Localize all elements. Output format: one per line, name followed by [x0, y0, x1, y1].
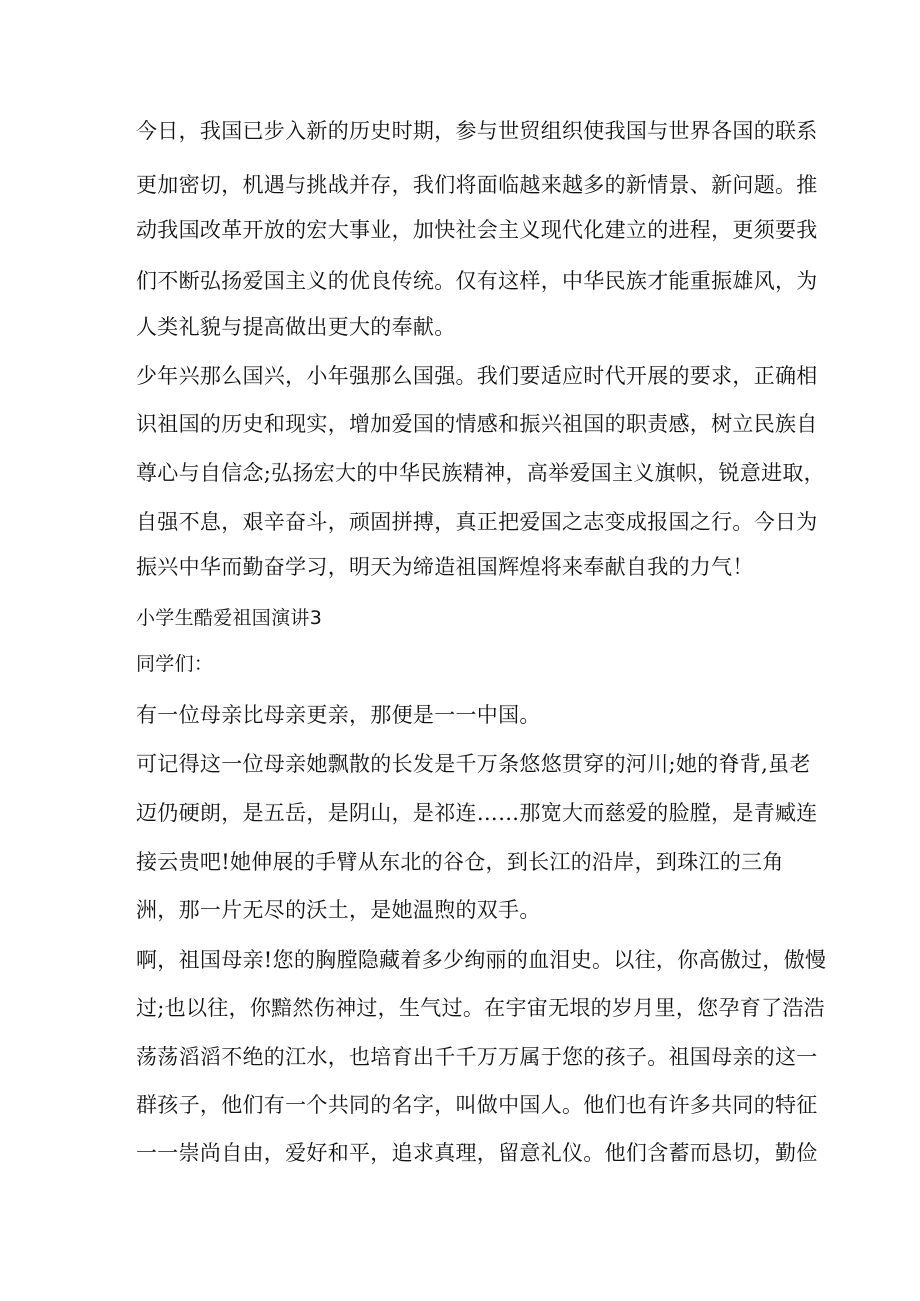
paragraph-line: 迈仍硬朗，是五岳，是阴山，是祁连……那宽大而慈爱的脸膛，是青臧连 — [136, 801, 818, 825]
paragraph-line: 人类礼貌与提高做出更大的奉献。 — [136, 315, 456, 339]
salutation: 同学们： — [136, 653, 214, 675]
paragraph-line: 少年兴那么国兴，小年强那么国强。我们要适应时代开展的要求，正确相 — [136, 364, 818, 388]
paragraph-line: 尊心与自信念;弘扬宏大的中华民族精神，高举爱国主义旗帜，锐意进取， — [136, 461, 825, 485]
paragraph-line: 振兴中华而勤奋学习，明天为缔造祖国辉煌将来奉献自我的力气！ — [136, 555, 754, 579]
paragraph-line: 有一位母亲比母亲更亲，那便是一一中国。 — [136, 703, 541, 727]
paragraph-line: 过;也以往，你黯然伤神过，生气过。在宇宙无垠的岁月里，您孕育了浩浩 — [136, 996, 825, 1020]
paragraph-line: 群孩子，他们有一个共同的名字，叫做中国人。他们也有许多共同的特征 — [136, 1093, 818, 1117]
paragraph-line: 接云贵吧!她伸展的手臂从东北的谷仓，到长江的沿岸，到珠江的三角 — [136, 850, 784, 874]
paragraph-line: 们不断弘扬爱国主义的优良传统。仅有这样，中华民族才能重振雄风，为 — [136, 269, 818, 293]
paragraph-line: 一一崇尚自由，爱好和平，追求真理，留意礼仪。他们含蓄而恳切，勤俭 — [136, 1141, 818, 1165]
paragraph-line: 更加密切，机遇与挑战并存，我们将面临越来越多的新情景、新问题。推 — [136, 173, 818, 197]
section-title: 小学生酷爱祖国演讲3 — [136, 607, 323, 629]
paragraph-line: 识祖国的历史和现实，增加爱国的情感和振兴祖国的职责感，树立民族自 — [136, 412, 818, 436]
paragraph-line: 洲，那一片无尽的沃土，是她温煦的双手。 — [136, 898, 541, 922]
paragraph-line: 动我国改革开放的宏大事业，加快社会主义现代化建立的进程，更须要我 — [136, 218, 818, 242]
paragraph-line: 啊，祖国母亲!您的胸膛隐藏着多少绚丽的血泪史。以往，你高傲过，傲慢 — [136, 948, 827, 972]
paragraph-line: 可记得这一位母亲她飘散的长发是千万条悠悠贯穿的河川;她的脊背,虽老 — [136, 752, 811, 776]
paragraph-line: 今日，我国已步入新的历史时期，参与世贸组织使我国与世界各国的联系 — [136, 119, 818, 143]
paragraph-line: 荡荡滔滔不绝的江水，也培育出千千万万属于您的孩子。祖国母亲的这一 — [136, 1045, 818, 1069]
paragraph-line: 自强不息，艰辛奋斗，顽固拼搏，真正把爱国之志变成报国之行。今日为 — [136, 510, 818, 534]
